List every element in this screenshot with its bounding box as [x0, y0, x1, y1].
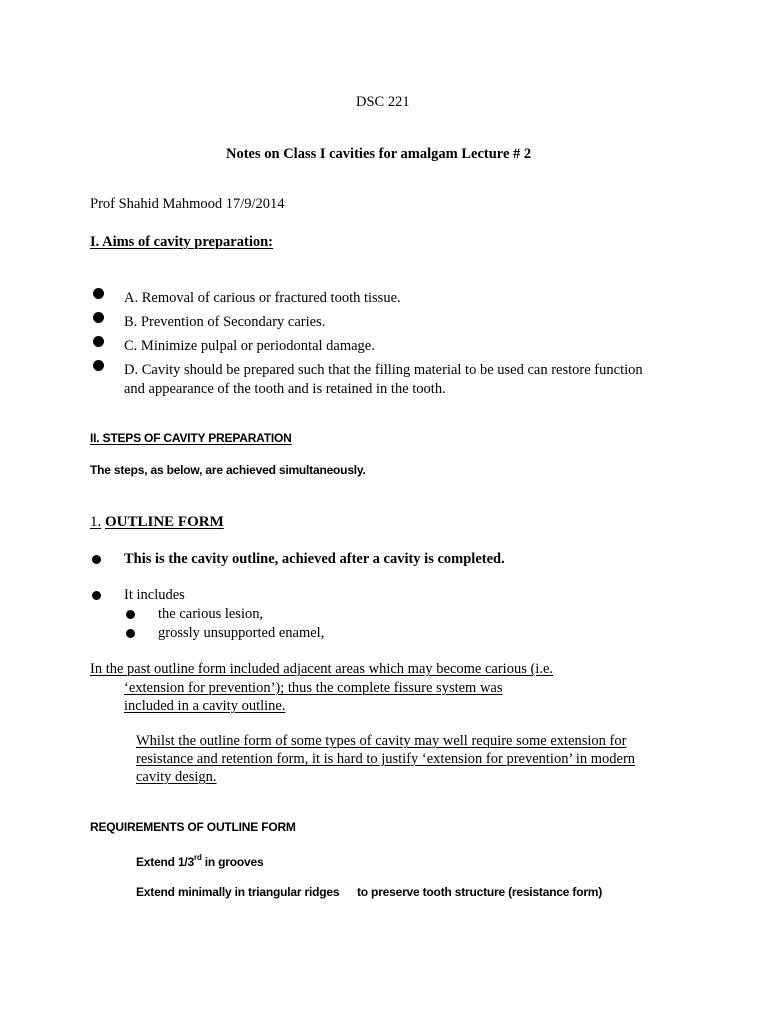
outline-sub-item: grossly unsupported enamel,: [158, 625, 325, 641]
outline-bullet-includes: It includes: [124, 587, 185, 603]
steps-intro: The steps, as below, are achieved simultaneously.: [90, 463, 366, 477]
course-code: DSC 221: [356, 94, 410, 110]
requirement-item-continued: to preserve tooth structure (resistance form): [357, 885, 603, 899]
outline-number: 1.: [90, 514, 102, 530]
outline-heading: [90, 514, 224, 531]
outline-note-line: cavity design.: [136, 769, 217, 785]
aims-item-d: D. Cavity should be prepared such that the filling material to be used can restore function: [124, 362, 643, 378]
bullet-icon: [93, 312, 104, 323]
aims-item-d-continued: and appearance of the tooth and is retained in the tooth.: [124, 381, 446, 397]
steps-heading: II. STEPS OF CAVITY PREPARATION: [90, 431, 292, 445]
bullet-icon: [93, 288, 104, 299]
outline-sub-item: the carious lesion,: [158, 606, 264, 622]
aims-heading: I. Aims of cavity preparation:: [90, 234, 273, 250]
aims-item-b: B. Prevention of Secondary caries.: [124, 314, 326, 330]
author-line: Prof Shahid Mahmood 17/9/2014: [90, 196, 285, 212]
bullet-icon: [92, 591, 101, 600]
bullet-icon: [93, 360, 104, 371]
bullet-icon: [126, 610, 135, 619]
aims-item-c: C. Minimize pulpal or periodontal damage.: [124, 338, 375, 354]
bullet-icon: [126, 629, 135, 638]
outline-bullet-definition: This is the cavity outline, achieved after a cavity is completed.: [124, 551, 505, 567]
requirements-heading: REQUIREMENTS OF OUTLINE FORM: [90, 820, 296, 834]
requirement-text: Extend 1/3: [136, 855, 195, 869]
outline-paragraph-line: ‘extension for prevention’); thus the complete fissure system was: [124, 680, 503, 696]
outline-note-line: Whilst the outline form of some types of cavity may well require some extension for: [136, 733, 627, 749]
requirement-superscript: rd: [194, 853, 202, 862]
outline-paragraph-line: included in a cavity outline.: [124, 698, 286, 714]
outline-title: OUTLINE FORM: [105, 514, 224, 530]
requirement-item: [136, 853, 263, 869]
requirement-text: in grooves: [201, 855, 264, 869]
aims-item-a: A. Removal of carious or fractured tooth tissue.: [124, 290, 401, 306]
document-title: Notes on Class I cavities for amalgam Lecture # 2: [226, 146, 532, 162]
bullet-icon: [92, 555, 101, 564]
outline-paragraph-line: In the past outline form included adjacent areas which may become carious (i.e.: [90, 661, 554, 677]
bullet-icon: [93, 336, 104, 347]
outline-note-line: resistance and retention form, it is hard to justify ‘extension for prevention’ in modern: [136, 751, 636, 767]
requirement-item: Extend minimally in triangular ridges: [136, 885, 340, 899]
